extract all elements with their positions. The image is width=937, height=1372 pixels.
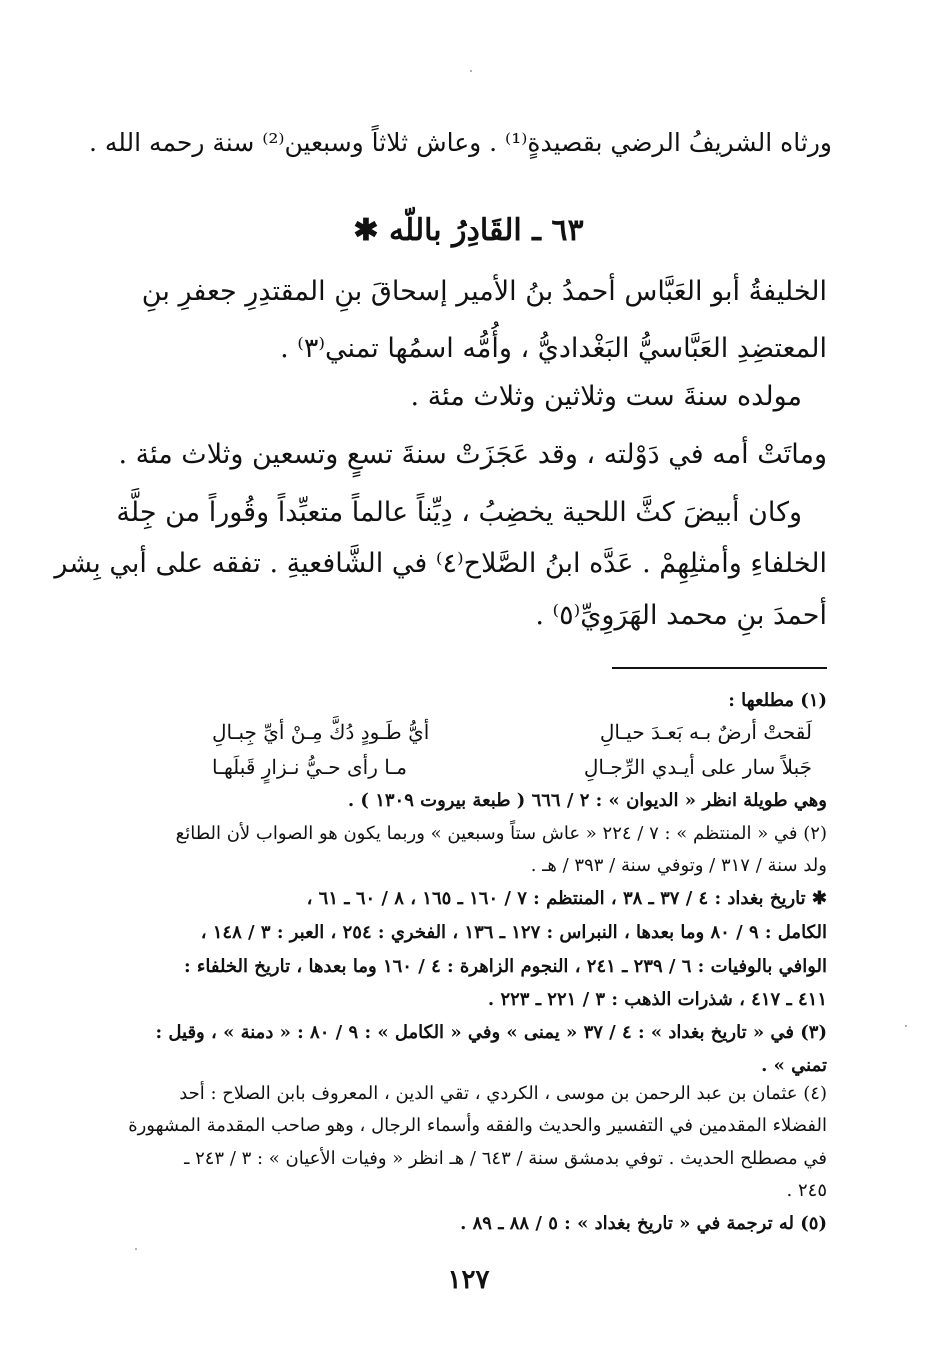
footnote-separator — [612, 667, 827, 669]
verse-2-second-hemistich: جَبلاً سار على أيـدي الرِّجـالِ — [583, 755, 812, 779]
footnote-1-end: وهي طويلة انظر « الديوان » : ٢ / ٦٦٦ ( طبعة بيروت ١٣٠٩ ) . — [347, 790, 827, 811]
verse-line-1 — [212, 720, 812, 744]
body-line-4: وماتَتْ أمه في دَوْلته ، وقد عَجَزَتْ سنةَ تسعٍ وتسعين وثلاث مئة . — [118, 439, 827, 470]
footnote-4-line-2: الفضلاء المقدمين في التفسير والحديث والفقه وأسماء الرجال ، وهو صاحب المقدمة المشهورة — [128, 1115, 827, 1136]
body-line-5: وكان أبيضَ كثَّ اللحية يخضِبُ ، دِيِّناً عالماً متعبِّداً وقُوراً من جِلَّة — [116, 497, 802, 528]
verse-1-second-hemistich: لَقحتْ أرضٌ بـه بَعـدَ حيـالِ — [599, 720, 812, 744]
body-line-1: الخليفةُ أبو العَبَّاس أحمدُ بنُ الأمير إسحاقَ بنِ المقتدِرِ جعفرِ بنِ — [141, 276, 827, 307]
footnote-3-line-2: تمني » . — [761, 1055, 827, 1076]
scan-speck — [135, 1248, 137, 1250]
scan-speck — [470, 70, 472, 72]
body-line-7: أحمدَ بنِ محمد الهَرَوِيِّ⁽٥⁾ . — [535, 600, 827, 631]
page-number: ١٢٧ — [447, 1265, 490, 1295]
body-line-3: مولده سنةَ ست وثلاثين وثلاث مئة . — [410, 381, 802, 412]
sources-line-2: الكامل : ٩ / ٨٠ وما بعدها ، النبراس : ١٢٧ ـ ١٣٦ ، الفخري : ٢٥٤ ، العبر : ٣ / ١٤٨ ، — [200, 922, 827, 943]
footnote-4-line-3: في مصطلح الحديث . توفي بدمشق سنة / ٦٤٣ / هـ انظر « وفيات الأعيان » : ٣ / ٢٤٣ ـ — [184, 1148, 827, 1169]
footnote-2-line-2: ولد سنة / ٣١٧ / وتوفي سنة / ٣٩٣ / هـ . — [530, 855, 827, 876]
scan-speck — [905, 1025, 907, 1027]
footnote-4-line-1: (٤) عثمان بن عبد الرحمن بن موسى ، الكردي ، تقي الدين ، المعروف بابن الصلاح : أحد — [179, 1083, 827, 1104]
footnote-5: (٥) له ترجمة في « تاريخ بغداد » : ٥ / ٨٨ ـ ٨٩ . — [460, 1213, 827, 1234]
body-line-2: المعتضِدِ العَبَّاسيُّ البَغْداديُّ ، وأُمُّه اسمُها تمني⁽٣⁾ . — [280, 333, 827, 364]
footnote-2-line-1: (٢) في « المنتظم » : ٧ / ٢٢٤ « عاش ستاً وسبعين » وربما يكون هو الصواب لأن الطائع — [175, 823, 827, 844]
body-line-6: الخلفاءِ وأمثلِهِمْ . عَدَّه ابنُ الصَّلاح⁽٤⁾ في الشَّافعيةِ . تفقه على أبي بِشر — [54, 548, 827, 579]
opening-line: ورثاه الشريفُ الرضي بقصيدةٍ⁽¹⁾ . وعاش ثلاثاً وسبعين⁽²⁾ سنة رحمه الله . — [88, 128, 832, 157]
sources-line-3: الوافي بالوفيات : ٦ / ٢٣٩ ـ ٢٤١ ، النجوم الزاهرة : ٤ / ١٦٠ وما بعدها ، تاريخ الخلفاء : — [184, 956, 827, 977]
entry-heading: ٦٣ ـ القَادِرُ باللّه ✱ — [353, 213, 584, 248]
footnote-1-label: (١) مطلعها : — [728, 690, 827, 711]
sources-line-4: ٤١١ ـ ٤١٧ ، شذرات الذهب : ٣ / ٢٢١ ـ ٢٢٣ . — [487, 989, 827, 1010]
verse-2-first-hemistich: مـا رأى حـيُّ نـزارٍ قَبلَهـا — [212, 755, 407, 779]
verse-line-2 — [212, 755, 812, 779]
footnote-3-line-1: (٣) في « تاريخ بغداد » : ٤ / ٣٧ « يمنى » وفي « الكامل » : ٩ / ٨٠ : « دمنة » ، وقيل : — [155, 1022, 827, 1043]
footnote-4-line-4: ٢٤٥ . — [786, 1180, 827, 1201]
verse-1-first-hemistich: أيُّ طَـودٍ دُكَّ مِـنْ أيِّ جِبـالِ — [212, 720, 430, 744]
sources-line-1: ✱ تاريخ بغداد : ٤ / ٣٧ ـ ٣٨ ، المنتظم : ٧ / ١٦٠ ـ ١٦٥ ، ٨ / ٦٠ ـ ٦١ ، — [306, 888, 827, 909]
